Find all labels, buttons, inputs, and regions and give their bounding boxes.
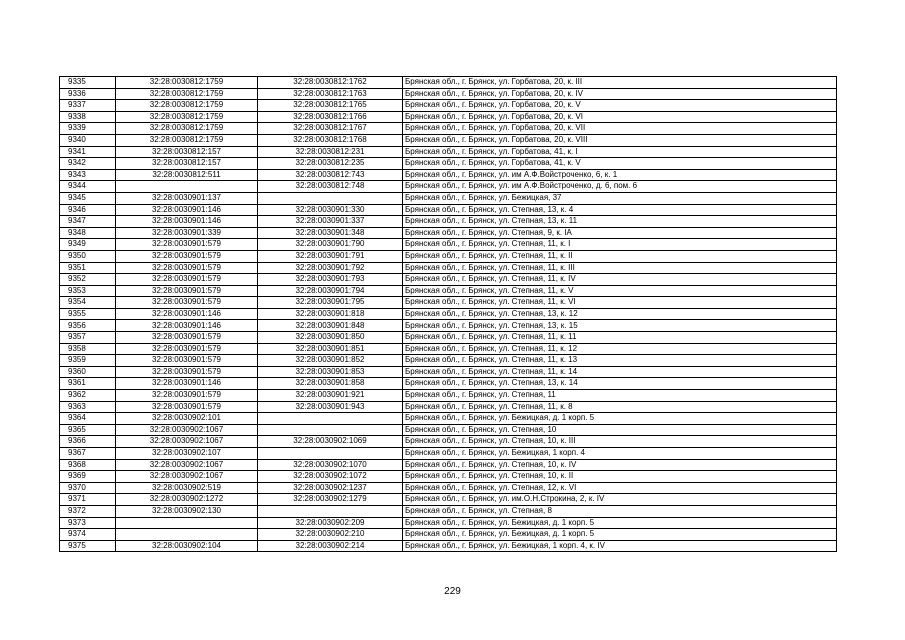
address-cell: Брянская обл., г. Брянск, ул. Бежицкая, 1 корп. 4	[403, 448, 837, 460]
parent-cadastral-number-cell: 32:28:0030902:1067	[116, 471, 258, 483]
parent-cadastral-number-cell	[116, 517, 258, 529]
table-row	[60, 401, 837, 413]
parent-cadastral-number-cell: 32:28:0030812:511	[116, 169, 258, 181]
table-row	[60, 413, 837, 425]
cadastral-number-cell	[258, 448, 403, 460]
parent-cadastral-number-cell: 32:28:0030902:1272	[116, 494, 258, 506]
row-number-cell: 9361	[60, 378, 116, 390]
parent-cadastral-number-cell: 32:28:0030901:579	[116, 297, 258, 309]
row-number-cell: 9349	[60, 239, 116, 251]
address-cell: Брянская обл., г. Брянск, ул. Бежицкая, д. 1 корп. 5	[403, 517, 837, 529]
cadastral-number-cell: 32:28:0030902:1237	[258, 482, 403, 494]
table-row	[60, 517, 837, 529]
address-cell: Брянская обл., г. Брянск, ул. Степная, 13, к. 12	[403, 308, 837, 320]
address-cell: Брянская обл., г. Брянск, ул. Степная, 13, к. 4	[403, 204, 837, 216]
row-number-cell: 9369	[60, 471, 116, 483]
row-number-cell: 9373	[60, 517, 116, 529]
address-cell: Брянская обл., г. Брянск, ул. Бежицкая, д. 1 корп. 5	[403, 413, 837, 425]
address-cell: Брянская обл., г. Брянск, ул. Степная, 11, к. I	[403, 239, 837, 251]
cadastral-number-cell	[258, 424, 403, 436]
table-row	[60, 355, 837, 367]
cadastral-number-cell: 32:28:0030901:790	[258, 239, 403, 251]
row-number-cell: 9337	[60, 100, 116, 112]
cadastral-number-cell: 32:28:0030901:795	[258, 297, 403, 309]
registry-table-body	[60, 77, 837, 552]
cadastral-number-cell: 32:28:0030901:850	[258, 332, 403, 344]
table-row	[60, 505, 837, 517]
table-row	[60, 77, 837, 89]
cadastral-number-cell: 32:28:0030812:1766	[258, 111, 403, 123]
parent-cadastral-number-cell: 32:28:0030901:579	[116, 285, 258, 297]
address-cell: Брянская обл., г. Брянск, ул. Бежицкая, 37	[403, 192, 837, 204]
parent-cadastral-number-cell: 32:28:0030902:107	[116, 448, 258, 460]
cadastral-number-cell: 32:28:0030812:743	[258, 169, 403, 181]
address-cell: Брянская обл., г. Брянск, ул. Горбатова, 20, к. VIII	[403, 134, 837, 146]
cadastral-number-cell: 32:28:0030812:1762	[258, 77, 403, 89]
row-number-cell: 9370	[60, 482, 116, 494]
row-number-cell: 9357	[60, 332, 116, 344]
parent-cadastral-number-cell: 32:28:0030812:1759	[116, 123, 258, 135]
parent-cadastral-number-cell: 32:28:0030901:579	[116, 366, 258, 378]
table-row	[60, 227, 837, 239]
address-cell: Брянская обл., г. Брянск, ул. Степная, 11, к. 11	[403, 332, 837, 344]
address-cell: Брянская обл., г. Брянск, ул. Степная, 13, к. 15	[403, 320, 837, 332]
cadastral-number-cell: 32:28:0030901:348	[258, 227, 403, 239]
row-number-cell: 9340	[60, 134, 116, 146]
parent-cadastral-number-cell: 32:28:0030812:1759	[116, 77, 258, 89]
table-row	[60, 332, 837, 344]
address-cell: Брянская обл., г. Брянск, ул. Горбатова, 41, к. I	[403, 146, 837, 158]
table-row	[60, 250, 837, 262]
row-number-cell: 9346	[60, 204, 116, 216]
table-row	[60, 529, 837, 541]
address-cell: Брянская обл., г. Брянск, ул. Степная, 10, к. III	[403, 436, 837, 448]
address-cell: Брянская обл., г. Брянск, ул. Степная, 11, к. VI	[403, 297, 837, 309]
row-number-cell: 9335	[60, 77, 116, 89]
row-number-cell: 9371	[60, 494, 116, 506]
address-cell: Брянская обл., г. Брянск, ул. Степная, 13, к. 14	[403, 378, 837, 390]
parent-cadastral-number-cell: 32:28:0030812:157	[116, 158, 258, 170]
table-row	[60, 366, 837, 378]
parent-cadastral-number-cell: 32:28:0030901:146	[116, 320, 258, 332]
address-cell: Брянская обл., г. Брянск, ул. Степная, 11, к. III	[403, 262, 837, 274]
row-number-cell: 9366	[60, 436, 116, 448]
parent-cadastral-number-cell: 32:28:0030901:137	[116, 192, 258, 204]
address-cell: Брянская обл., г. Брянск, ул. Горбатова, 41, к. V	[403, 158, 837, 170]
table-row	[60, 471, 837, 483]
row-number-cell: 9351	[60, 262, 116, 274]
parent-cadastral-number-cell: 32:28:0030901:579	[116, 239, 258, 251]
table-row	[60, 494, 837, 506]
parent-cadastral-number-cell: 32:28:0030901:579	[116, 250, 258, 262]
table-row	[60, 274, 837, 286]
parent-cadastral-number-cell: 32:28:0030812:1759	[116, 100, 258, 112]
cadastral-number-cell: 32:28:0030812:231	[258, 146, 403, 158]
parent-cadastral-number-cell	[116, 529, 258, 541]
cadastral-number-cell: 32:28:0030812:1763	[258, 88, 403, 100]
cadastral-number-cell: 32:28:0030901:853	[258, 366, 403, 378]
address-cell: Брянская обл., г. Брянск, ул. Степная, 11	[403, 390, 837, 402]
cadastral-number-cell: 32:28:0030901:848	[258, 320, 403, 332]
parent-cadastral-number-cell: 32:28:0030901:579	[116, 332, 258, 344]
table-row	[60, 308, 837, 320]
address-cell: Брянская обл., г. Брянск, ул. Бежицкая, д. 1 корп. 5	[403, 529, 837, 541]
cadastral-number-cell: 32:28:0030901:943	[258, 401, 403, 413]
row-number-cell: 9347	[60, 216, 116, 228]
table-row	[60, 285, 837, 297]
cadastral-number-cell: 32:28:0030901:794	[258, 285, 403, 297]
parent-cadastral-number-cell: 32:28:0030901:339	[116, 227, 258, 239]
address-cell: Брянская обл., г. Брянск, ул. Степная, 11, к. 8	[403, 401, 837, 413]
cadastral-number-cell: 32:28:0030902:1279	[258, 494, 403, 506]
address-cell: Брянская обл., г. Брянск, ул. Степная, 11, к. V	[403, 285, 837, 297]
registry-table	[59, 76, 837, 552]
address-cell: Брянская обл., г. Брянск, ул. Степная, 11, к. IV	[403, 274, 837, 286]
table-row	[60, 192, 837, 204]
table-row	[60, 320, 837, 332]
parent-cadastral-number-cell: 32:28:0030812:157	[116, 146, 258, 158]
parent-cadastral-number-cell: 32:28:0030901:579	[116, 390, 258, 402]
row-number-cell: 9362	[60, 390, 116, 402]
address-cell: Брянская обл., г. Брянск, ул. Горбатова, 20, к. VII	[403, 123, 837, 135]
cadastral-number-cell: 32:28:0030902:214	[258, 540, 403, 552]
cadastral-number-cell: 32:28:0030901:852	[258, 355, 403, 367]
row-number-cell: 9360	[60, 366, 116, 378]
address-cell: Брянская обл., г. Брянск, ул. Степная, 11, к. 13	[403, 355, 837, 367]
address-cell: Брянская обл., г. Брянск, ул. Степная, 12, к. VI	[403, 482, 837, 494]
parent-cadastral-number-cell: 32:28:0030902:104	[116, 540, 258, 552]
table-row	[60, 146, 837, 158]
address-cell: Брянская обл., г. Брянск, ул. Горбатова, 20, к. III	[403, 77, 837, 89]
parent-cadastral-number-cell: 32:28:0030812:1759	[116, 134, 258, 146]
row-number-cell: 9368	[60, 459, 116, 471]
row-number-cell: 9350	[60, 250, 116, 262]
table-row	[60, 436, 837, 448]
cadastral-number-cell: 32:28:0030901:330	[258, 204, 403, 216]
table-row	[60, 297, 837, 309]
table-row	[60, 424, 837, 436]
cadastral-number-cell: 32:28:0030812:1765	[258, 100, 403, 112]
row-number-cell: 9352	[60, 274, 116, 286]
table-row	[60, 448, 837, 460]
row-number-cell: 9343	[60, 169, 116, 181]
address-cell: Брянская обл., г. Брянск, ул. Степная, 10, к. IV	[403, 459, 837, 471]
table-row	[60, 459, 837, 471]
row-number-cell: 9358	[60, 343, 116, 355]
address-cell: Брянская обл., г. Брянск, ул. Горбатова, 20, к. VI	[403, 111, 837, 123]
row-number-cell: 9354	[60, 297, 116, 309]
cadastral-number-cell: 32:28:0030901:818	[258, 308, 403, 320]
table-row	[60, 378, 837, 390]
parent-cadastral-number-cell: 32:28:0030901:146	[116, 204, 258, 216]
cadastral-number-cell: 32:28:0030902:1072	[258, 471, 403, 483]
address-cell: Брянская обл., г. Брянск, ул. Степная, 10	[403, 424, 837, 436]
parent-cadastral-number-cell: 32:28:0030812:1759	[116, 88, 258, 100]
row-number-cell: 9348	[60, 227, 116, 239]
address-cell: Брянская обл., г. Брянск, ул. им А.Ф.Войстроченко, д. 6, пом. 6	[403, 181, 837, 193]
parent-cadastral-number-cell: 32:28:0030901:146	[116, 378, 258, 390]
table-row	[60, 216, 837, 228]
row-number-cell: 9338	[60, 111, 116, 123]
table-row	[60, 204, 837, 216]
address-cell: Брянская обл., г. Брянск, ул. Степная, 11, к. II	[403, 250, 837, 262]
parent-cadastral-number-cell: 32:28:0030901:579	[116, 401, 258, 413]
parent-cadastral-number-cell: 32:28:0030901:579	[116, 355, 258, 367]
table-row	[60, 123, 837, 135]
cadastral-number-cell: 32:28:0030901:858	[258, 378, 403, 390]
table-row	[60, 111, 837, 123]
address-cell: Брянская обл., г. Брянск, ул. Степная, 13, к. 11	[403, 216, 837, 228]
row-number-cell: 9344	[60, 181, 116, 193]
row-number-cell: 9365	[60, 424, 116, 436]
parent-cadastral-number-cell: 32:28:0030902:101	[116, 413, 258, 425]
table-row	[60, 390, 837, 402]
cadastral-number-cell	[258, 505, 403, 517]
row-number-cell: 9339	[60, 123, 116, 135]
parent-cadastral-number-cell: 32:28:0030901:579	[116, 274, 258, 286]
table-row	[60, 169, 837, 181]
cadastral-number-cell: 32:28:0030812:1768	[258, 134, 403, 146]
address-cell: Брянская обл., г. Брянск, ул. им.О.Н.Строкина, 2, к. IV	[403, 494, 837, 506]
parent-cadastral-number-cell: 32:28:0030902:519	[116, 482, 258, 494]
row-number-cell: 9363	[60, 401, 116, 413]
cadastral-number-cell: 32:28:0030901:793	[258, 274, 403, 286]
cadastral-number-cell: 32:28:0030901:792	[258, 262, 403, 274]
cadastral-number-cell: 32:28:0030902:1070	[258, 459, 403, 471]
parent-cadastral-number-cell: 32:28:0030901:579	[116, 343, 258, 355]
cadastral-number-cell: 32:28:0030901:921	[258, 390, 403, 402]
table-row	[60, 262, 837, 274]
row-number-cell: 9359	[60, 355, 116, 367]
table-row	[60, 482, 837, 494]
parent-cadastral-number-cell: 32:28:0030901:579	[116, 262, 258, 274]
cadastral-number-cell: 32:28:0030812:235	[258, 158, 403, 170]
cadastral-number-cell: 32:28:0030901:791	[258, 250, 403, 262]
row-number-cell: 9367	[60, 448, 116, 460]
cadastral-number-cell: 32:28:0030902:209	[258, 517, 403, 529]
address-cell: Брянская обл., г. Брянск, ул. Степная, 11, к. 14	[403, 366, 837, 378]
table-row	[60, 343, 837, 355]
cadastral-number-cell: 32:28:0030901:337	[258, 216, 403, 228]
cadastral-number-cell: 32:28:0030902:1069	[258, 436, 403, 448]
address-cell: Брянская обл., г. Брянск, ул. им А.Ф.Войстроченко, 6, к. 1	[403, 169, 837, 181]
parent-cadastral-number-cell: 32:28:0030902:1067	[116, 436, 258, 448]
parent-cadastral-number-cell	[116, 181, 258, 193]
address-cell: Брянская обл., г. Брянск, ул. Степная, 10, к. II	[403, 471, 837, 483]
cadastral-number-cell: 32:28:0030901:851	[258, 343, 403, 355]
row-number-cell: 9372	[60, 505, 116, 517]
address-cell: Брянская обл., г. Брянск, ул. Степная, 11, к. 12	[403, 343, 837, 355]
row-number-cell: 9374	[60, 529, 116, 541]
cadastral-number-cell: 32:28:0030812:1767	[258, 123, 403, 135]
row-number-cell: 9336	[60, 88, 116, 100]
parent-cadastral-number-cell: 32:28:0030901:146	[116, 308, 258, 320]
table-row	[60, 239, 837, 251]
parent-cadastral-number-cell: 32:28:0030902:1067	[116, 424, 258, 436]
address-cell: Брянская обл., г. Брянск, ул. Горбатова, 20, к. IV	[403, 88, 837, 100]
parent-cadastral-number-cell: 32:28:0030812:1759	[116, 111, 258, 123]
row-number-cell: 9355	[60, 308, 116, 320]
address-cell: Брянская обл., г. Брянск, ул. Горбатова, 20, к. V	[403, 100, 837, 112]
table-row	[60, 134, 837, 146]
page-number: 229	[444, 586, 461, 597]
table-row	[60, 540, 837, 552]
table-row	[60, 100, 837, 112]
cadastral-number-cell	[258, 192, 403, 204]
cadastral-number-cell: 32:28:0030902:210	[258, 529, 403, 541]
cadastral-number-cell: 32:28:0030812:748	[258, 181, 403, 193]
parent-cadastral-number-cell: 32:28:0030902:1067	[116, 459, 258, 471]
table-row	[60, 158, 837, 170]
address-cell: Брянская обл., г. Брянск, ул. Степная, 9, к. IA	[403, 227, 837, 239]
address-cell: Брянская обл., г. Брянск, ул. Степная, 8	[403, 505, 837, 517]
parent-cadastral-number-cell: 32:28:0030902:130	[116, 505, 258, 517]
table-row	[60, 88, 837, 100]
row-number-cell: 9341	[60, 146, 116, 158]
cadastral-number-cell	[258, 413, 403, 425]
address-cell: Брянская обл., г. Брянск, ул. Бежицкая, 1 корп. 4, к. IV	[403, 540, 837, 552]
table-row	[60, 181, 837, 193]
parent-cadastral-number-cell: 32:28:0030901:146	[116, 216, 258, 228]
row-number-cell: 9356	[60, 320, 116, 332]
row-number-cell: 9345	[60, 192, 116, 204]
row-number-cell: 9375	[60, 540, 116, 552]
row-number-cell: 9364	[60, 413, 116, 425]
row-number-cell: 9342	[60, 158, 116, 170]
row-number-cell: 9353	[60, 285, 116, 297]
